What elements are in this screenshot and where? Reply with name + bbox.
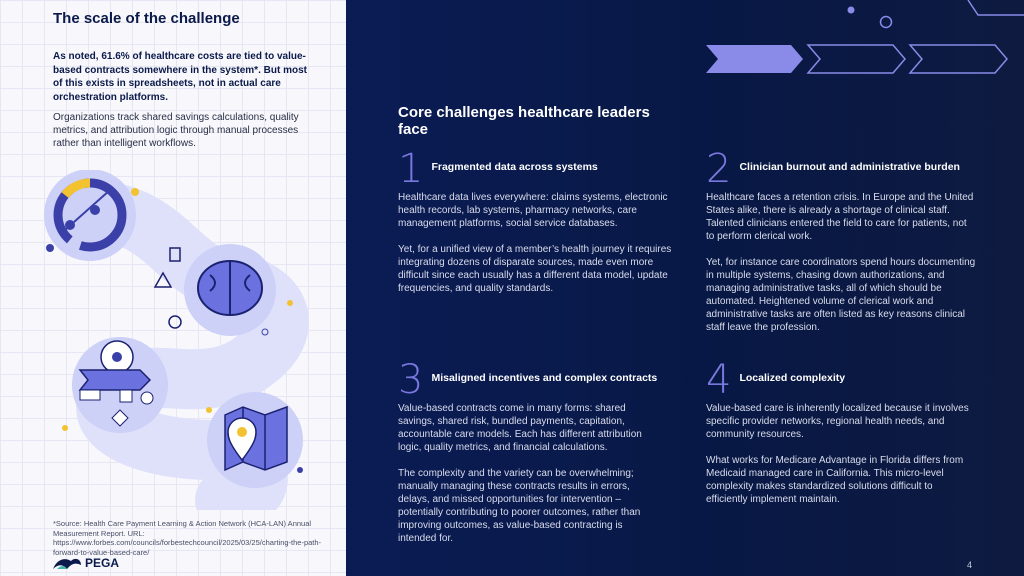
challenge-text: What works for Medicare Advantage in Florida differs from Medicaid managed care in California. This micro-level complexity makes standardized solutions difficult to efficiently implement maintain. [706,455,964,505]
challenge-title: Misaligned incentives and complex contracts [431,372,658,384]
challenge-card-4 [706,357,976,506]
decorative-chevrons [346,0,1024,80]
challenge-title: Fragmented data across systems [431,161,598,173]
challenge-title: Clinician burnout and administrative burden [739,161,960,173]
challenges-title: Core challenges healthcare leaders face [398,104,650,138]
challenge-title: Localized complexity [739,372,846,384]
intro-paragraph: Organizations track shared savings calculations, quality metrics, and attribution logic through manual processes rather than intelligent workflows. [53,112,299,149]
challenge-card-1 [398,146,673,295]
challenge-text: Healthcare faces a retention crisis. In Europe and the United States alike, there is already a shortage of clinical staff. Talented clinicians entered the field to care for patients, not to perform clerical work. [706,192,974,242]
intro-bold: As noted, 61.6% of healthcare costs are tied to value-based contracts somewhere in the system*. But most of this exists in spreadsheets, not in actual care orchestration platforms. [53,51,307,103]
pega-logo-icon [53,557,81,569]
challenge-number: 4 [706,357,732,403]
source-footnote: *Source: Health Care Payment Learning & Action Network (HCA-LAN) Annual Measurement Report. URL: https://www.forbes.com/councils/forbestechcouncil/2025/03/25/charting-the-path-forward-to-value-based-care/ [53,519,322,557]
chevron-outline-icon [808,45,905,73]
chevron-filled-icon [706,45,803,73]
challenge-text: Value-based care is inherently localized because it involves specific provider networks, regional health needs, and community resources. [706,403,969,440]
challenge-text: Healthcare data lives everywhere: claims systems, electronic health records, lab systems, pharmacy networks, care management platforms, social service databases. [398,192,668,229]
pega-logo [53,556,119,570]
challenge-text: The complexity and the variety can be overwhelming; manually managing these contracts results in errors, delays, and missed opportunities for intervention – potentially contributing to poorer outcomes, rather than improving outcomes, as value-based contracting is intended for. [398,468,641,544]
left-panel [0,0,346,576]
challenge-number: 2 [706,146,732,192]
challenge-card-2 [706,146,976,334]
page-number: 4 [966,560,972,570]
challenge-number: 3 [398,357,424,403]
challenge-text: Yet, for a unified view of a member’s health journey it requires integrating dozens of disparate sources, made even more difficult since each usually has a different data model, update frequencies, and quality standards. [398,244,672,294]
chevron-outline-icon [910,45,1007,73]
challenge-text: Value-based contracts come in many forms: shared savings, shared risk, bundled payments, capitation, accountable care models. Each has different attribution logic, quality metrics, and financial calculations. [398,403,642,453]
challenge-number: 1 [398,146,424,192]
pega-logo-text: PEGA [85,556,120,570]
challenge-text: Yet, for instance care coordinators spend hours documenting in multiple systems, chasing down authorizations, and managing administrative tasks, all of which should be automated. Heightened volume of clerical work and administrative tasks are often listed as key reasons clinical staff leave the profession. [706,257,976,333]
challenge-card-3 [398,357,660,545]
healthcare-illustration [25,170,325,510]
section-title: The scale of the challenge [53,10,240,27]
dot-icon [848,7,855,14]
ring-icon [881,17,892,28]
